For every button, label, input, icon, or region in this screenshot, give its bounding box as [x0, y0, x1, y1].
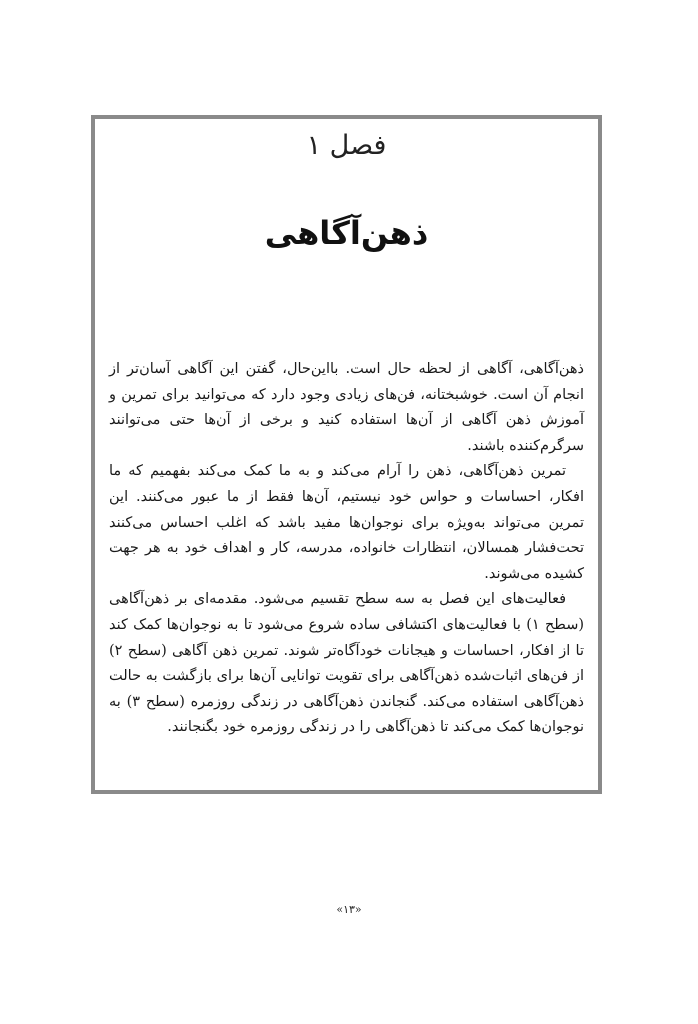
chapter-frame: [91, 115, 602, 794]
chapter-body: [109, 357, 584, 741]
chapter-label: فصل ۱: [306, 130, 387, 161]
paragraph-intro: ذهن‌آگاهی، آگاهی از لحظه حال است. بااین‌حال، گفتن این آگاهی آسان‌تر از انجام آن است. خوشبختانه، فن‌های زیادی وجود دارد که می‌توانید برای تمرین و آموزش ذهن آگاهی از آن‌ها استفاده کنید و برخی از آن‌ها حتی می‌توانند سرگرم‌کننده باشند.: [109, 361, 584, 454]
page-number: «۱۳»: [336, 903, 362, 916]
paragraph-practice: تمرین ذهن‌آگاهی، ذهن را آرام می‌کند و به ما کمک می‌کند بفهمیم که ما افکار، احساسات و حواس خود نیستیم، آن‌ها فقط از ما عبور می‌کنند. این تمرین می‌تواند به‌ویژه برای نوجوان‌ها مفید باشد که اغلب احساس می‌کنند تحت‌فشار همسالان، انتظارات خانواده، مدرسه، کار و اهداف خود به هر جهت کشیده می‌شوند.: [109, 463, 584, 582]
chapter-title: ذهن‌آگاهی: [264, 214, 429, 252]
paragraph-levels: فعالیت‌های این فصل به سه سطح تقسیم می‌شود. مقدمه‌ای بر ذهن‌آگاهی (سطح ۱) با فعالیت‌های اکتشافی ساده شروع می‌شود تا به نوجوان‌ها کمک کند تا از افکار، احساسات و هیجانات خودآگاه‌تر شوند. تمرین ذهن آگاهی (سطح ۲) از فن‌های اثبات‌شده ذهن‌آگاهی برای تقویت توانایی آن‌ها برای بازگشت به حالت ذهن‌آگاهی استفاده می‌کند. گنجاندن ذهن‌آگاهی در زندگی روزمره (سطح ۳) به نوجوان‌ها کمک می‌کند تا ذهن‌آگاهی را در زندگی روزمره خود بگنجانند.: [109, 591, 585, 736]
